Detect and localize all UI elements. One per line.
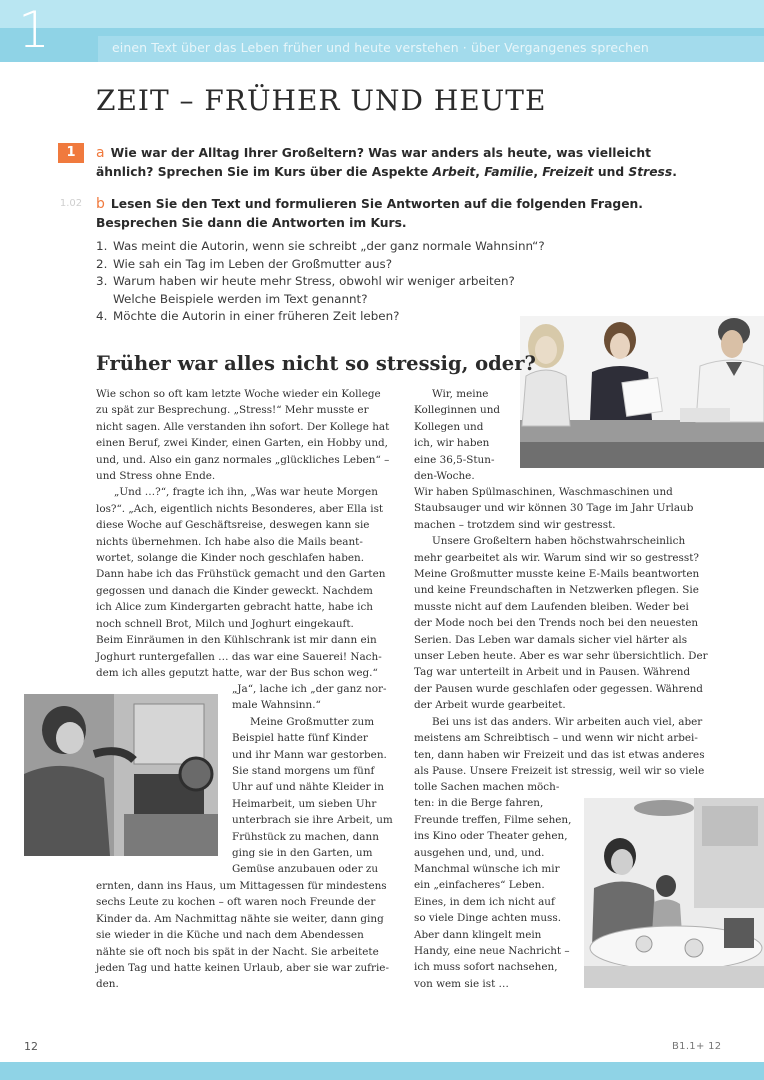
text-line: musste nicht auf dem Laufenden bleiben. Weder bei xyxy=(414,600,689,613)
question-item: Welche Beispiele werden im Text genannt? xyxy=(113,291,368,306)
question-item: 3. Warum haben wir heute mehr Stress, obwohl wir weniger arbeiten? xyxy=(96,274,515,289)
text-line: noch schnell Brot, Milch und Joghurt eingekauft. xyxy=(96,617,354,630)
text-line: Meine Großmutter musste keine E-Mails beantworten xyxy=(414,568,700,581)
text-line: Frühstück zu machen, dann xyxy=(232,830,379,843)
sewing-woman-photo xyxy=(24,694,218,856)
text-line: mehr gearbeitet als wir. Warum sind wir so gestresst? xyxy=(414,551,699,564)
text-line: unser Leben heute. Aber es war sehr übersichtlich. Der xyxy=(414,650,708,663)
text-line: male Wahnsinn.“ xyxy=(232,699,321,712)
text-line: gegossen und danach die Kinder geweckt. Nachdem xyxy=(96,584,373,597)
text-line: Aber dann klingelt mein xyxy=(414,928,542,941)
question-item: 1. Was meint die Autorin, wenn sie schreibt „der ganz normale Wahnsinn“? xyxy=(96,239,545,253)
text-line: den-Woche. xyxy=(414,470,475,483)
text-line: Dann habe ich das Frühstück gemacht und den Garten xyxy=(96,568,386,581)
text-line: nähte sie oft noch bis spät in der Nacht. Sie arbeitete xyxy=(96,945,379,958)
text-line: ich muss sofort nachsehen, xyxy=(414,961,558,974)
top-banner-light xyxy=(0,0,764,28)
text-line: Meine Großmutter zum xyxy=(250,715,375,728)
text-line: als Pause. Unsere Freizeit ist stressig, weil wir so viele xyxy=(414,764,705,777)
text-line: eine 36,5-Stun- xyxy=(414,453,495,466)
text-line: Wir, meine xyxy=(432,388,489,400)
text-line: ten: in die Berge fahren, xyxy=(414,797,544,810)
text-line: ging sie in den Garten, um xyxy=(232,847,373,860)
question-item: 2. Wie sah ein Tag im Leben der Großmutter aus? xyxy=(96,256,393,271)
text-line: Freunde treffen, Filme sehen, xyxy=(414,813,572,826)
text-line: „Ja“, lache ich „der ganz nor- xyxy=(232,683,387,695)
text-line: Handy, eine neue Nachricht – xyxy=(414,945,570,958)
text-line: los?“. „Ach, eigentlich nichts Besonderes, aber Ella ist xyxy=(96,502,384,515)
office-meeting-photo xyxy=(520,316,764,468)
text-line: diese Woche auf Geschäftsreise, deswegen kann sie xyxy=(96,519,370,532)
text-line: zu spät zur Besprechung. „Stress!“ Mehr musste er xyxy=(96,404,369,417)
bottom-banner xyxy=(0,1062,764,1080)
text-line: Kolleginnen und xyxy=(414,404,501,417)
question-list xyxy=(96,238,566,326)
lesson-goals: einen Text über das Leben früher und heute verstehen · über Vergangenes sprechen xyxy=(112,40,649,55)
text-line: der Mode noch bei den Trends noch bei den neuesten xyxy=(414,617,699,630)
article-heading: Früher war alles nicht so stressig, oder? xyxy=(96,352,536,375)
text-line: nichts übernehmen. Ich habe also die Mails beant- xyxy=(96,535,363,548)
task-letter-a: a xyxy=(96,145,105,161)
text-line: sechs Leute zu kochen – oft waren noch Freunde der xyxy=(96,896,376,909)
text-line: Kinder da. Am Nachmittag nähte sie weiter, dann ging xyxy=(96,912,384,925)
text-line: Kollegen und xyxy=(414,420,484,433)
text-line: und ihr Mann war gestorben. xyxy=(232,748,387,761)
task-letter-b: b xyxy=(96,196,105,212)
task-1b-text: Lesen Sie den Text und formulieren Sie Antworten auf die folgenden Fragen. Besprechen Sie dann die Antworten im Kurs. xyxy=(96,197,643,230)
page-number-left: 12 xyxy=(24,1040,38,1053)
text-line: „Und …?“, fragte ich ihn, „Was war heute Morgen xyxy=(114,486,378,499)
text-line: Beispiel hatte fünf Kinder xyxy=(232,732,368,745)
task-1a-text: Wie war der Alltag Ihrer Großeltern? Was war anders als heute, was vielleicht ähnlich? Sprechen Sie im Kurs über die Aspekte Arbeit, Familie, Freizeit und Stress. xyxy=(96,146,677,179)
text-line: Sie stand morgens um fünf xyxy=(232,765,375,778)
text-line: Unsere Großeltern haben höchstwahrscheinlich xyxy=(432,535,686,548)
text-line: von wem sie ist … xyxy=(414,977,509,990)
question-item: 4. Möchte die Autorin in einer früheren Zeit leben? xyxy=(96,309,400,324)
family-dinner-photo xyxy=(584,798,764,988)
text-line: Manchmal wünsche ich mir xyxy=(414,863,560,876)
text-line: ich Alice zum Kindergarten gebracht hatte, habe ich xyxy=(96,601,373,614)
chapter-number: 1 xyxy=(18,1,50,59)
text-line: einen Beruf, zwei Kinder, einen Garten, ein Hobby und, xyxy=(96,437,388,450)
text-line: Bei uns ist das anders. Wir arbeiten auch viel, aber xyxy=(432,715,703,728)
page-title: ZEIT – FRÜHER UND HEUTE xyxy=(96,84,547,117)
text-line: tolle Sachen machen möch- xyxy=(414,781,560,793)
article-left-column-bottom xyxy=(96,878,396,993)
text-line: jeden Tag und hatte keinen Urlaub, aber sie war zufrie- xyxy=(96,962,389,975)
text-line: Wir haben Spülmaschinen, Waschmaschinen und xyxy=(414,486,673,498)
text-line: Uhr auf und nähte Kleider in xyxy=(232,781,384,794)
text-line: der Arbeit wurde gearbeitet. xyxy=(414,699,566,712)
text-line: Heimarbeit, um sieben Uhr xyxy=(232,797,377,810)
task-1a xyxy=(96,144,706,182)
audio-track-badge: 1.02 xyxy=(59,198,83,209)
task-number-badge: 1 xyxy=(58,143,84,163)
text-line: ein „einfacheres“ Leben. xyxy=(414,879,545,892)
text-line: ernten, dann ins Haus, um Mittagessen für mindestens xyxy=(96,880,387,892)
text-line: meistens am Schreibtisch – und wenn wir nicht arbei- xyxy=(414,732,698,745)
article-right-column-main xyxy=(414,484,714,779)
text-line: und keine Freundschaften in Netzwerken pflegen. Sie xyxy=(414,584,699,597)
text-line: den. xyxy=(96,978,119,991)
text-line: Serien. Das Leben war damals sicher viel härter als xyxy=(414,633,688,646)
article-right-column-wrap xyxy=(414,779,586,992)
text-line: nicht sagen. Alle verstanden ihn sofort. Der Kollege hat xyxy=(96,420,390,433)
text-line: Beim Einräumen in den Kühlschrank ist mir dann ein xyxy=(96,634,377,647)
text-line: ten, dann haben wir Freizeit und das ist etwas anderes xyxy=(414,748,705,761)
text-line: unterbrach sie ihre Arbeit, um xyxy=(232,814,393,827)
text-line: der Pausen wurde geschlafen oder gegessen. Während xyxy=(414,682,703,695)
text-line: ausgehen und, und, und. xyxy=(414,846,545,859)
text-line: Eines, in dem ich nicht auf xyxy=(414,895,555,908)
text-line: machen – trotzdem sind wir gestresst. xyxy=(414,518,616,531)
article-left-column-top xyxy=(96,386,396,681)
text-line: Tag war unterteilt in Arbeit und in Pausen. Während xyxy=(414,666,691,679)
text-line: und, und. Also ein ganz normales „glückliches Leben“ – xyxy=(96,453,390,466)
text-line: dem ich alles geputzt hatte, war der Bus schon weg.“ xyxy=(96,666,378,679)
text-line: Joghurt runtergefallen … das war eine Sauerei! Nach- xyxy=(96,650,382,663)
text-line: Gemüse anzubauen oder zu xyxy=(232,863,379,876)
text-line: Staubsauger und wir können 30 Tage im Jahr Urlaub xyxy=(414,502,694,515)
text-line: so viele Dinge achten muss. xyxy=(414,912,561,925)
page-number-right: B1.1+ 12 xyxy=(672,1041,722,1052)
top-banner xyxy=(0,0,764,62)
text-line: Wie schon so oft kam letzte Woche wieder ein Kollege xyxy=(96,388,381,400)
article-right-column-narrow xyxy=(414,386,518,484)
text-line: ins Kino oder Theater gehen, xyxy=(414,830,568,843)
text-line: sie wieder in die Küche und nach dem Abendessen xyxy=(96,929,364,942)
text-line: ich, wir haben xyxy=(414,437,490,450)
text-line: wortet, solange die Kinder noch geschlafen haben. xyxy=(96,552,364,565)
task-1b xyxy=(96,195,706,233)
article-left-column-wrap xyxy=(232,681,398,878)
text-line: und Stress ohne Ende. xyxy=(96,470,216,483)
